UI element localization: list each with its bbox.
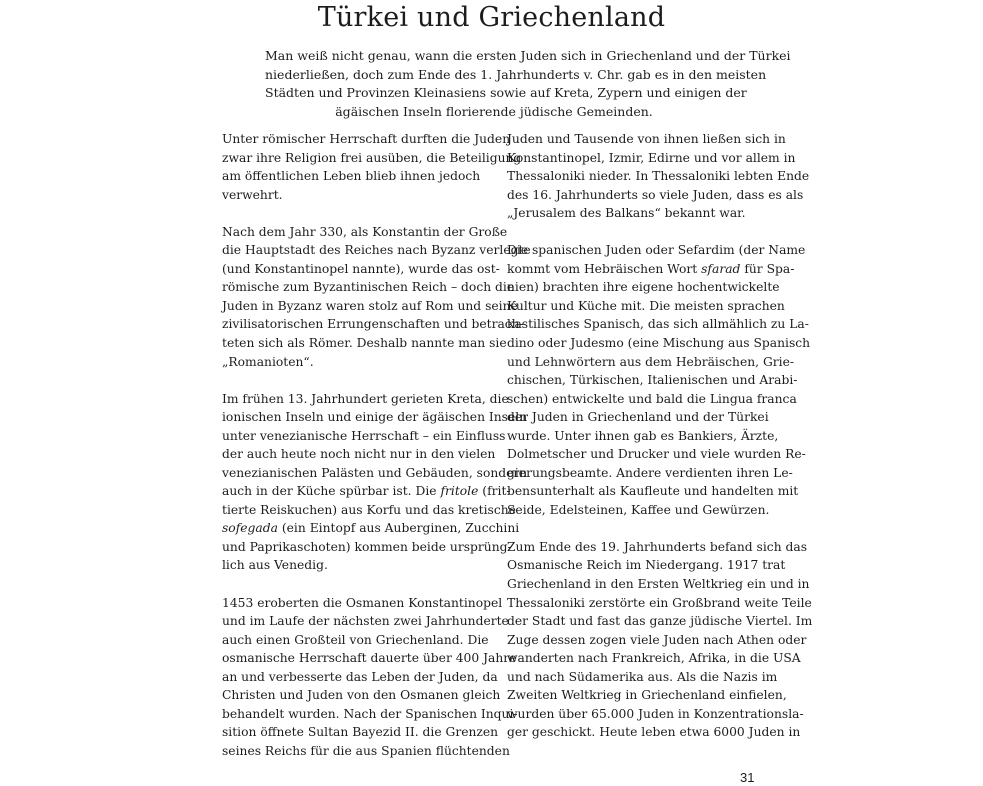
text-line: auch einen Großteil von Griechenland. Die (222, 632, 489, 647)
text-line: Seide, Edelsteinen, Kaffee und Gewürzen. (507, 502, 770, 517)
text-line: zwar ihre Religion frei ausüben, die Beteiligung (222, 150, 522, 165)
text-line: Kultur und Küche mit. Die meisten sprachen (507, 298, 785, 313)
text-line: und Paprikaschoten) kommen beide ursprüng- (222, 539, 512, 554)
text-line: kommt vom Hebräischen Wort sfarad für Spa- (507, 261, 795, 276)
text-line: verwehrt. (222, 187, 283, 202)
text-line: seines Reichs für die aus Spanien flüchtenden (222, 743, 510, 758)
text-line: der auch heute noch nicht nur in den vielen (222, 447, 496, 462)
text-line: Unter römischer Herrschaft durften die Juden (222, 132, 511, 146)
text-line: Juden und Tausende von ihnen ließen sich in (507, 132, 786, 146)
left-column (222, 130, 531, 779)
text-line: sition öffnete Sultan Bayezid II. die Grenzen (222, 725, 499, 740)
paragraph (507, 130, 810, 223)
text-line: Osmanische Reich im Niedergang. 1917 trat (507, 558, 786, 573)
paragraph (222, 390, 528, 575)
text-line: wurden über 65.000 Juden in Konzentrationsla- (507, 706, 804, 721)
text-line: und Lehnwörtern aus dem Hebräischen, Grie- (507, 354, 795, 369)
text-line: römische zum Byzantinischen Reich – doch die (222, 280, 515, 295)
text-line: „Romanioten“. (222, 354, 314, 369)
text-line: der Stadt und fast das ganze jüdische Viertel. Im (507, 614, 813, 629)
text-line: „Jerusalem des Balkans“ bekannt war. (507, 206, 746, 221)
text-line: Juden in Byzanz waren stolz auf Rom und seine (222, 298, 518, 313)
text-line: teten sich als Römer. Deshalb nannte man sie (222, 335, 507, 350)
text-line: und nach Südamerika aus. Als die Nazis im (507, 669, 778, 684)
text-line: Im frühen 13. Jahrhundert gerieten Kreta, die (222, 391, 509, 406)
text-line: schen) entwickelte und bald die Lingua franca (507, 391, 797, 406)
text-line: Die spanischen Juden oder Sefardim (der Name (507, 243, 806, 258)
text-line: der Juden in Griechenland und der Türkei (507, 410, 769, 425)
text-line: zivilisatorischen Errungenschaften und betrach- (222, 317, 524, 332)
paragraph (222, 130, 522, 204)
italic-term: sofegada (222, 521, 278, 536)
text-line: Griechenland in den Ersten Weltkrieg ein und in (507, 577, 810, 592)
text-line: kastilisches Spanisch, das sich allmählich zu La- (507, 317, 809, 332)
intro-line: ägäischen Inseln florierende jüdische Gemeinden. (335, 103, 653, 119)
text-line: unter venezianische Herrschaft – ein Einfluss (222, 428, 506, 443)
text-line: die Hauptstadt des Reiches nach Byzanz verlegte (222, 243, 531, 258)
text-line: bensunterhalt als Kaufleute und handelten mit (507, 484, 799, 499)
text-line: an und verbesserte das Leben der Juden, da (222, 669, 498, 684)
italic-term: fritole (440, 484, 479, 499)
text-line: ionischen Inseln und einige der ägäischen Inseln (222, 410, 528, 425)
paragraph (507, 241, 811, 519)
text-line: Dolmetscher und Drucker und viele wurden Re- (507, 447, 806, 462)
text-line: gierungsbeamte. Andere verdienten ihren Le- (507, 465, 793, 480)
text-line: auch in der Küche spürbar ist. Die fritole (frit- (222, 484, 511, 499)
text-line: nien) brachten ihre eigene hochentwickelte (507, 280, 780, 295)
text-line: behandelt wurden. Nach der Spanischen Inqui- (222, 706, 518, 721)
text-line: Konstantinopel, Izmir, Edirne und vor allem in (507, 150, 796, 165)
text-line: chischen, Türkischen, Italienischen und Arabi- (507, 373, 798, 388)
text-line: ger geschickt. Heute leben etwa 6000 Juden in (507, 725, 801, 740)
text-line: Nach dem Jahr 330, als Konstantin der Große (222, 224, 508, 239)
paragraph (507, 538, 813, 742)
text-line: Zum Ende des 19. Jahrhunderts befand sich das (507, 539, 808, 554)
text-line: Thessaloniki zerstörte ein Großbrand weite Teile (507, 595, 812, 610)
text-line: Zweiten Weltkrieg in Griechenland einfielen, (507, 688, 787, 703)
text-line: Thessaloniki nieder. In Thessaloniki lebten Ende (507, 169, 810, 184)
right-column (507, 130, 813, 760)
text-line: des 16. Jahrhunderts so viele Juden, dass es als (507, 187, 804, 202)
page-number: 31 (740, 770, 755, 785)
text-line: venezianischen Palästen und Gebäuden, sondern (222, 465, 528, 480)
text-line: wanderten nach Frankreich, Afrika, in die USA (507, 651, 801, 666)
intro-line: Städten und Provinzen Kleinasiens sowie auf Kreta, Zypern und einigen der (265, 85, 747, 101)
page-title: Türkei und Griechenland (317, 2, 666, 33)
text-line: dino oder Judesmo (eine Mischung aus Spanisch (507, 335, 811, 350)
italic-term: sfarad (701, 261, 741, 276)
text-line: 1453 eroberten die Osmanen Konstantinopel (222, 595, 503, 610)
text-line: Zuge dessen zogen viele Juden nach Athen oder (507, 632, 807, 647)
text-line: Christen und Juden von den Osmanen gleich (222, 688, 501, 703)
text-line: am öffentlichen Leben blieb ihnen jedoch (222, 169, 481, 184)
intro-line: niederließen, doch zum Ende des 1. Jahrhunderts v. Chr. gab es in den meisten (265, 66, 767, 82)
intro-line: Man weiß nicht genau, wann die ersten Juden sich in Griechenland und der Türkei (265, 48, 791, 63)
text-line: lich aus Venedig. (222, 558, 328, 573)
text-line: wurde. Unter ihnen gab es Bankiers, Ärzte, (507, 428, 779, 443)
text-line: und im Laufe der nächsten zwei Jahrhunderte (222, 614, 509, 629)
paragraph (222, 223, 531, 371)
paragraph (222, 594, 518, 761)
intro-paragraph (265, 47, 791, 121)
text-line: osmanische Herrschaft dauerte über 400 Jahre (222, 651, 517, 666)
text-line: sofegada (ein Eintopf aus Auberginen, Zucchini (222, 521, 520, 536)
text-line: (und Konstantinopel nannte), wurde das ost- (222, 261, 500, 276)
text-line: tierte Reiskuchen) aus Korfu und das kretische (222, 502, 516, 517)
